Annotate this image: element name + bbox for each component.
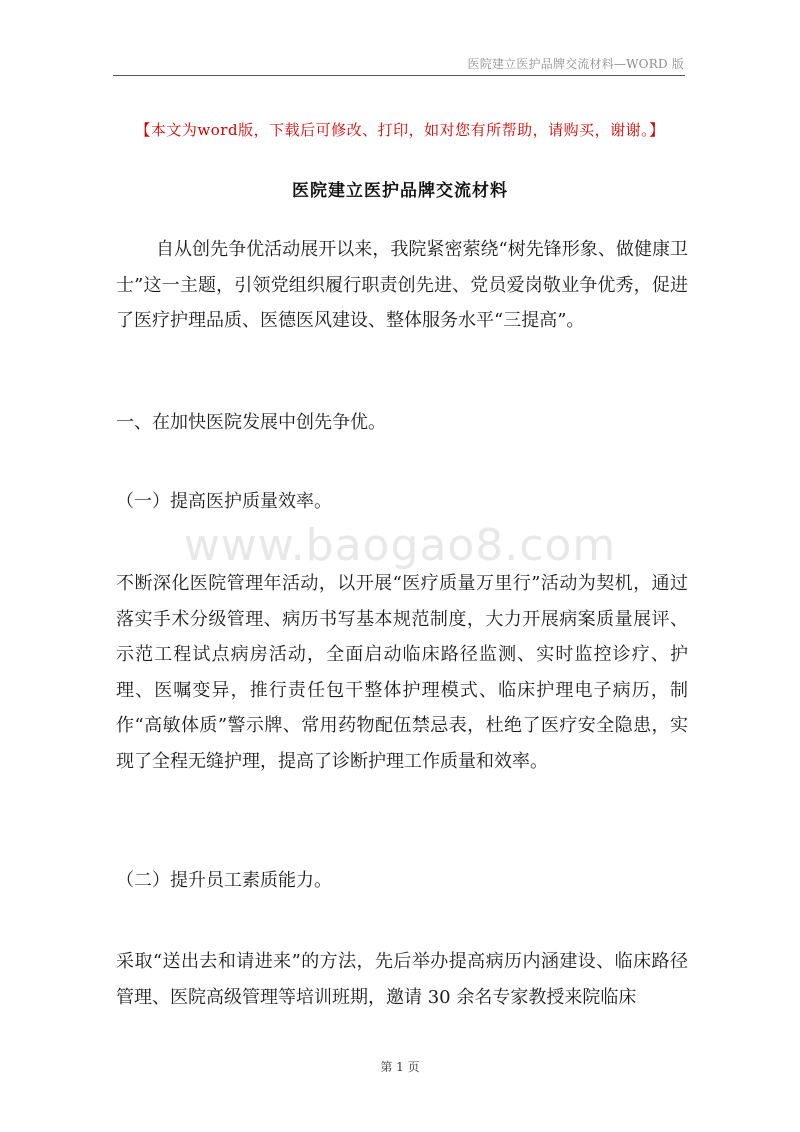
document-title: 医院建立医护品牌交流材料 [292,181,508,201]
intro-paragraph: 自从创先争优活动展开以来，我院紧密萦绕“树先锋形象、做健康卫士”这一主题，引领党组织履行职责创先进、党员爱岗敬业争优秀，促进了医疗护理品质、医德医风建设、整体服务水平“三提高”。 [116,239,688,331]
purchase-notice: 【本文为word版，下载后可修改、打印，如对您有所帮助，请购买，谢谢。】 [135,121,665,139]
watermark: www.baogao8.com [183,520,617,571]
subsection-heading-2: （二）提升员工素质能力。 [116,870,332,891]
subsection-heading-1: （一）提高医护质量效率。 [116,491,332,512]
section-heading-1: 一、在加快医院发展中创先争优。 [116,412,386,433]
subsection-1-body: 不断深化医院管理年活动，以开展“医疗质量万里行”活动为契机，通过落实手术分级管理、病历书写基本规范制度，大力开展病案质量展评、示范工程试点病房活动，全面启动临床路径监测、实时监控诊疗、护理、医嘱变异，推行责任包干整体护理模式、临床护理电子病历，制作“高敏体质”警示牌、常用药物配伍禁忌表，杜绝了医疗安全隐患，实现了全程无缝护理，提高了诊断护理工作质量和效率。 [116,573,688,772]
running-header: 医院建立医护品牌交流材料—WORD 版 [467,57,684,71]
page-number: 第 1 页 [380,1060,420,1074]
subsection-2-body: 采取“送出去和请进来”的方法，先后举办提高病历内涵建设、临床路径管理、医院高级管理等培训班期，邀请 30 余名专家教授来院临床 [116,951,688,1008]
header-rule [113,75,685,76]
